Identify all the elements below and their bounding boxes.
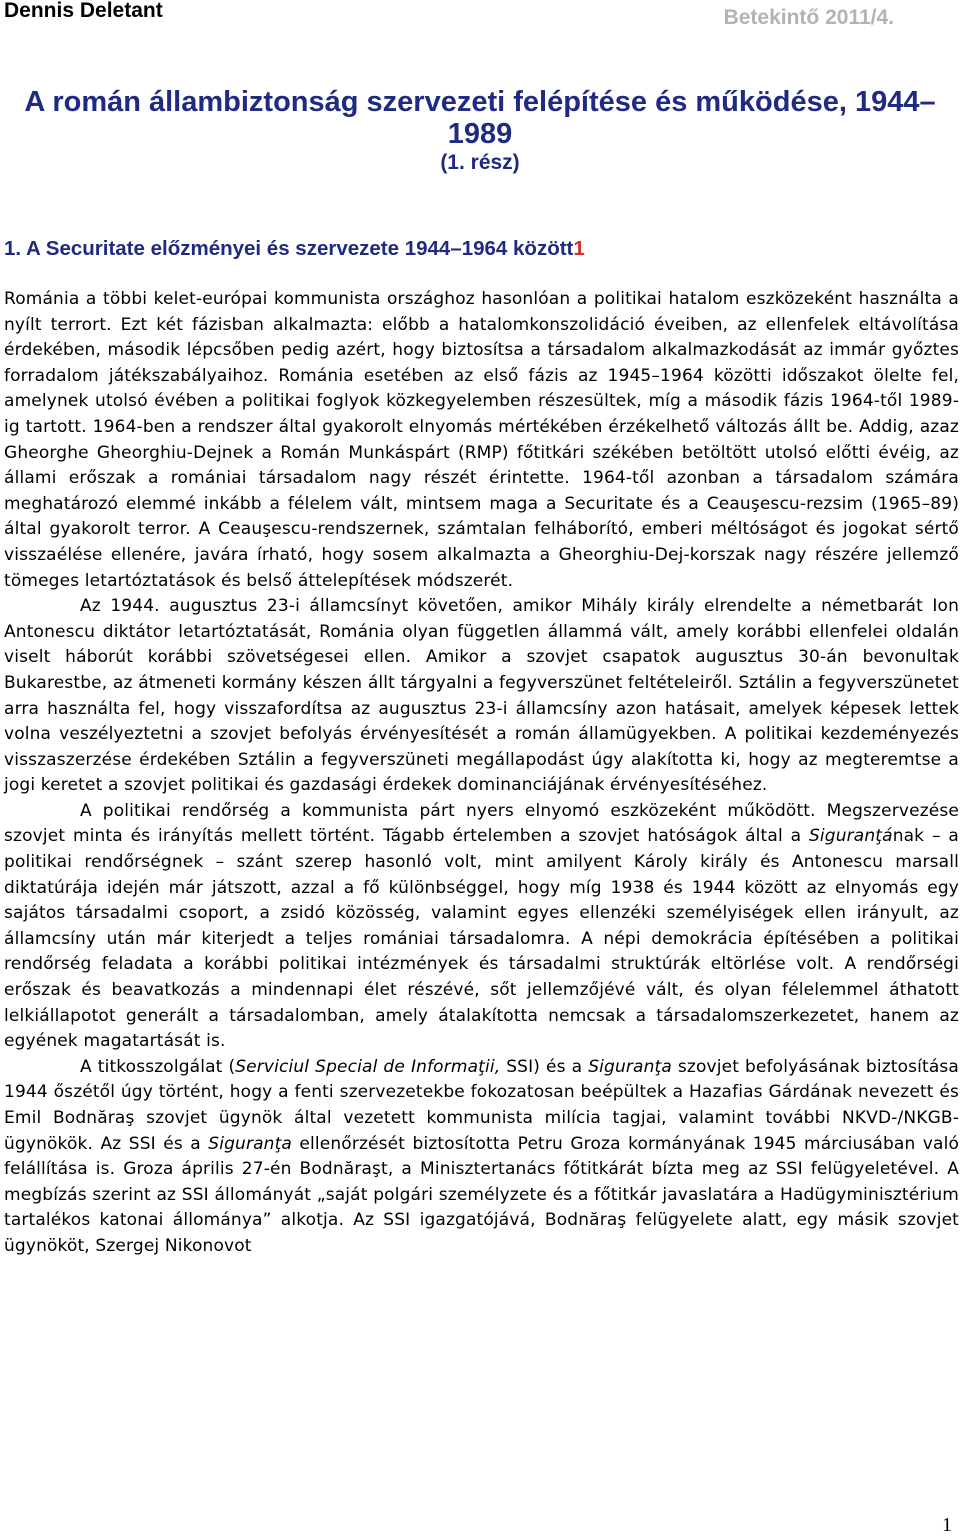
paragraph-2: Az 1944. augusztus 23-i államcsínyt követően, amikor Mihály király elrendelte a németbarát Ion Antonescu diktátor letartóztatását, Románia olyan független állammá vált, amely korábbi ellenfelei oldalán viselt háborút korábbi szövetségesei ellen. Amikor a szovjet csapatok augusztus 30-án bevonultak Bukarestbe, az átmeneti kormány készen állt tárgyalni a fegyverszünet feltételeiről. Sztálin a fegyverszünetet arra használta fel, hogy visszafordítsa az augusztus 23-i államcsíny azon hatásait, amelyek képesek lettek volna veszélyeztetni a szovjet befolyás érvényesítését a román államügyekben. A politikai kezdeményezés visszaszerzése érdekében Sztálin a fegyverszüneti megállapodást úgy alakította ki, hogy az megteremtse a jogi keretet a szovjet politikai és gazdasági érdekek dominanciájának érvényesítéséhez. [4,596,959,796]
paragraph-4 [4,1055,959,1260]
paragraph-3-siguranta: Siguranţá [808,826,893,847]
paragraph-3-part-b: nak – a politikai rendőrségnek – szánt szerep hasonló volt, mint amilyent Károly király és Antonescu marsall diktatúrája idején már játszott, azzal a fő különbséggel, hogy míg 1938 és 1944 között az elnyomás egy sajátos társadalmi csoport, a zsidó közösség, valamint egyes ellenzéki személyiségek ellen irányult, az államcsíny után már kiterjedt a teljes romániai társadalomra. A népi demokrácia építésében a politikai rendőrség feladata a korábbi politikai intézmények és társadalmi struktúrák eltörlése volt. A rendőrségi erőszak és beavatkozás a mindennapi élet részévé, sőt jellemzőjévé vált, és olyan félelemmel áthatott lelkiállapotot generált a társadalomban, amely átalakította nemcsak a társadalomszerkezetet, hanem az egyének magatartását is. [4,826,959,1052]
paragraph-3-part-a: A politikai rendőrség a kommunista párt nyers elnyomó eszközeként működött. Megszervezése szovjet minta és irányítás mellett történt. Tágabb értelemben a szovjet hatóságok által a [4,800,959,847]
footnote-reference[interactable]: 1 [573,237,585,260]
article-title-main: A román állambiztonság szervezeti felépítése és működése, 1944–1989 [24,86,936,150]
paragraph-4-part-d: ellenőrzését biztosította Petru Groza kormányának 1945 márciusában való felállítása is. Groza április 27-én Bodnăraşt, a Minisztertanács főtitkárát bízta meg az SSI felügyeletével. A megbízás szerint az SSI állományát „saját polgári személyzete és a főtitkár javaslatára a Hadügyminisztérium tartalékos katonai állománya” alkotja. Az SSI igazgatójává, Bodnăraş felügyelete alatt, egy másik szovjet ügynököt, Szergej Nikonovot [4,1133,960,1256]
paragraph-4-part-a: A titkosszolgálat ( [80,1056,236,1077]
section-heading [4,237,585,261]
paragraph-1: Románia a többi kelet-európai kommunista országhoz hasonlóan a politikai hatalom eszközeként használta a nyílt terrort. Ezt két fázisban alkalmazta: előbb a hatalomkonszolidáció éveiben, az ellenfelek eltávolítása érdekében, második lépcsőben pedig azért, hogy biztosítsa a társadalom alkalmazkodását az immár győztes forradalom játékszabályaihoz. Románia esetében az első fázis az 1945–1964 közötti időszakot ölelte fel, amelynek utolsó évében a politikai foglyok közkegyelemben részesültek, míg a második fázis 1964-től 1989-ig tartott. 1964-ben a rendszer által gyakorolt elnyomás mértékében érzékelhető változás állt be. Addig, azaz Gheorghe Gheorghiu-Dejnek a Román Munkáspárt (RMP) főtitkári székében betöltött utolsó előtti évéig, az állami erőszak a romániai társadalom nagy részét érintette. 1964-től azonban a társadalom számára meghatározó elemmé inkább a félelem vált, mintsem maga a Securitate és a Ceauşescu-rezsim (1965–89) által gyakorolt terror. A Ceauşescu-rendszernek, számtalan felháborító, emberi méltóságot és jogokat sértő visszaélése ellenére, javára írható, hogy sosem alkalmazta a Gheorghiu-Dej-korszak nagy részére jellemző tömeges letartóztatások és belső áttelepítések módszerét. [4,289,959,591]
article-title-part: (1. rész) [440,151,520,174]
header-author: Dennis Deletant [4,0,163,22]
header-journal-issue: Betekintő 2011/4. [723,6,894,29]
paragraph-4-siguranta: Siguranţa [588,1056,672,1077]
paragraph-4-ssi-name: Serviciul Special de Informaţii, [235,1056,501,1077]
page-number: 1 [942,1514,952,1536]
section-heading-text: 1. A Securitate előzményei és szervezete 1944–1964 között [4,237,574,260]
paragraph-4-part-c: szovjet befolyásának biztosítása 1944 őszétől úgy történt, hogy a fenti szervezetekbe fokozatosan beépültek a Hazafias Gárdának nevezett és Emil Bodnăraş szovjet ügynök által vezetett kommunista milícia tagjai, valamint további NKVD-/NKGB-ügynökök. Az SSI és a [4,1056,959,1154]
paragraph-3 [4,799,959,1055]
article-title [0,86,960,176]
paragraph-4-part-b: SSI) és a [500,1056,589,1077]
article-body [4,287,959,1260]
paragraph-4-siguranta-2: Siguranţa [208,1133,292,1154]
